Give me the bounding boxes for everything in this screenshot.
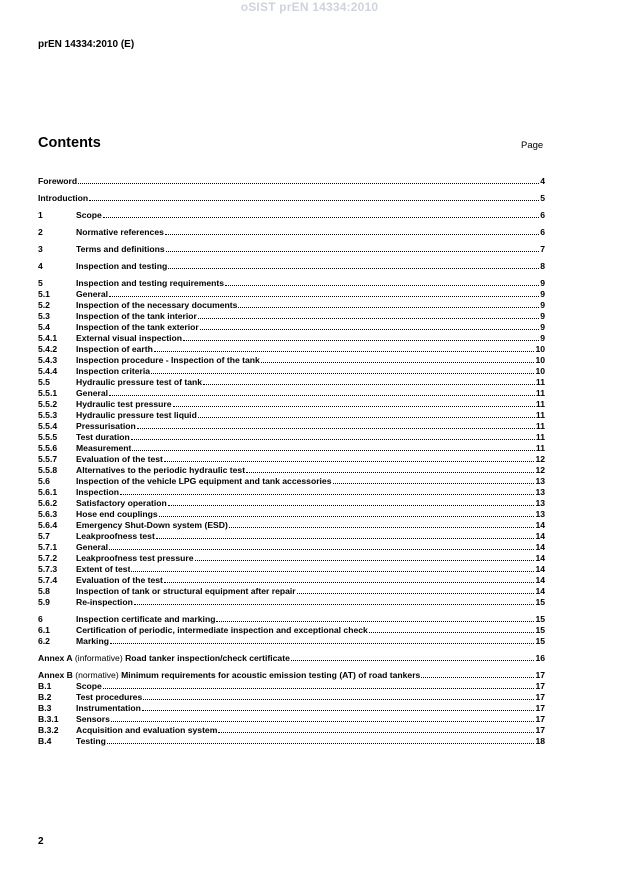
dot-leader xyxy=(421,677,534,678)
toc-entry-page: 11 xyxy=(535,377,545,387)
dot-leader xyxy=(132,450,535,451)
toc-entry-title: Inspection of the tank interior xyxy=(76,311,197,321)
toc-entry-number: 5.6.2 xyxy=(38,498,58,508)
toc-entry-page: 5 xyxy=(540,193,545,203)
toc-entry[interactable] xyxy=(38,714,545,725)
toc-entry[interactable] xyxy=(38,377,545,388)
toc-entry-page: 14 xyxy=(535,520,545,530)
toc-entry-page: 10 xyxy=(535,344,545,354)
toc-entry-title: Hydraulic pressure test liquid xyxy=(76,410,197,420)
toc-entry-number: 5.5.5 xyxy=(38,432,58,442)
dot-leader xyxy=(369,632,535,633)
toc-entry-number: B.3 xyxy=(38,703,52,713)
toc-entry-page: 15 xyxy=(535,625,545,635)
dot-leader xyxy=(291,660,535,661)
toc-entry[interactable] xyxy=(38,625,545,636)
toc-entry-title: Inspection of the vehicle LPG equipment and tank accessories xyxy=(76,476,332,486)
toc-entry-number: 5.4.1 xyxy=(38,333,58,343)
toc-entry-page: 7 xyxy=(540,244,545,254)
toc-entry-number: 5.5.8 xyxy=(38,465,58,475)
dot-leader xyxy=(203,384,535,385)
toc-entry-title: Inspection of the necessary documents xyxy=(76,300,238,310)
toc-entry-page: 11 xyxy=(535,421,545,431)
dot-leader xyxy=(107,743,535,744)
table-of-contents xyxy=(38,176,545,747)
toc-entry-page: 9 xyxy=(540,300,545,310)
toc-entry-title xyxy=(38,670,420,681)
toc-entry-number: 5.6.1 xyxy=(38,487,58,497)
toc-entry-number: B.3.1 xyxy=(38,714,59,724)
toc-entry[interactable] xyxy=(38,509,545,520)
dot-leader xyxy=(218,732,534,733)
toc-entry-title: Leakproofness test xyxy=(76,531,155,541)
dot-leader xyxy=(297,593,535,594)
toc-entry[interactable] xyxy=(38,333,545,344)
toc-entry-title: Inspection procedure - Inspection of the tank xyxy=(76,355,260,365)
toc-entry-page: 18 xyxy=(535,736,545,746)
toc-entry[interactable] xyxy=(38,322,545,333)
toc-entry-number: 5.1 xyxy=(38,289,50,299)
toc-entry-number: 4 xyxy=(38,261,43,271)
document-id: prEN 14334:2010 (E) xyxy=(38,39,135,50)
toc-entry-number: B.3.2 xyxy=(38,725,59,735)
toc-entry[interactable] xyxy=(38,443,545,454)
toc-entry-title: Alternatives to the periodic hydraulic test xyxy=(76,465,246,475)
toc-entry-number: 5.7.2 xyxy=(38,553,58,563)
toc-entry[interactable] xyxy=(38,421,545,432)
dot-leader xyxy=(143,699,534,700)
dot-leader xyxy=(198,318,539,319)
toc-entry-page: 10 xyxy=(535,366,545,376)
toc-entry[interactable] xyxy=(38,278,545,289)
toc-entry-title: Introduction xyxy=(38,193,89,203)
dot-leader xyxy=(131,439,535,440)
dot-leader xyxy=(137,428,535,429)
toc-entry-number: 5.3 xyxy=(38,311,50,321)
page-column-label: Page xyxy=(521,140,544,151)
toc-entry-title xyxy=(38,653,290,664)
toc-entry-number: 5.6.4 xyxy=(38,520,58,530)
dot-leader xyxy=(229,527,535,528)
toc-entry-number: 5.5.7 xyxy=(38,454,58,464)
toc-entry-page: 9 xyxy=(540,311,545,321)
toc-entry-page: 12 xyxy=(535,465,545,475)
toc-entry[interactable] xyxy=(38,300,545,311)
toc-entry-title: Testing xyxy=(76,736,106,746)
toc-entry-number: 5.4 xyxy=(38,322,50,332)
toc-entry-page: 14 xyxy=(535,553,545,563)
toc-entry[interactable] xyxy=(38,176,545,187)
toc-entry-title: Inspection and testing requirements xyxy=(76,278,225,288)
toc-entry[interactable] xyxy=(38,193,545,204)
toc-entry[interactable] xyxy=(38,575,545,586)
toc-entry-title: Inspection criteria xyxy=(76,366,151,376)
toc-entry-number: 5.6.3 xyxy=(38,509,58,519)
toc-entry[interactable] xyxy=(38,653,545,664)
toc-entry[interactable] xyxy=(38,227,545,238)
toc-entry-number: 5.5.6 xyxy=(38,443,58,453)
dot-leader xyxy=(78,183,539,184)
toc-entry-number: 5.2 xyxy=(38,300,50,310)
dot-leader xyxy=(333,483,535,484)
toc-entry[interactable] xyxy=(38,498,545,509)
toc-entry-number: 5.4.2 xyxy=(38,344,58,354)
toc-entry[interactable] xyxy=(38,410,545,421)
toc-entry-title: Extent of test xyxy=(76,564,131,574)
toc-entry-number: 2 xyxy=(38,227,43,237)
toc-entry[interactable] xyxy=(38,487,545,498)
toc-entry[interactable] xyxy=(38,399,545,410)
toc-entry[interactable] xyxy=(38,432,545,443)
toc-entry-page: 13 xyxy=(535,509,545,519)
dot-leader xyxy=(109,296,539,297)
toc-entry-title: Re-inspection xyxy=(76,597,133,607)
toc-entry-number: 5.7.4 xyxy=(38,575,58,585)
toc-entry[interactable] xyxy=(38,465,545,476)
toc-entry-title: Normative references xyxy=(76,227,164,237)
toc-entry-title: Test procedures xyxy=(76,692,143,702)
toc-entry[interactable] xyxy=(38,244,545,255)
toc-entry-title: General xyxy=(76,542,109,552)
toc-entry-title: Inspection of the tank exterior xyxy=(76,322,199,332)
dot-leader xyxy=(111,721,535,722)
dot-leader xyxy=(166,251,540,252)
toc-entry-page: 9 xyxy=(540,278,545,288)
toc-entry-title: Acquisition and evaluation system xyxy=(76,725,218,735)
toc-entry-number: 1 xyxy=(38,210,43,220)
toc-entry-page: 15 xyxy=(535,636,545,646)
dot-leader xyxy=(103,217,539,218)
toc-entry-number: B.2 xyxy=(38,692,52,702)
annex-type: (informative) xyxy=(72,653,126,663)
toc-entry-title: Leakproofness test pressure xyxy=(76,553,194,563)
toc-entry-number: 5.5.2 xyxy=(38,399,58,409)
toc-entry-page: 9 xyxy=(540,322,545,332)
toc-entry-number: 5.7.1 xyxy=(38,542,58,552)
dot-leader xyxy=(159,516,535,517)
toc-entry[interactable] xyxy=(38,454,545,465)
dot-leader xyxy=(110,643,534,644)
toc-entry-number: 5.5.1 xyxy=(38,388,58,398)
toc-entry-title: Inspection of tank or structural equipment after repair xyxy=(76,586,296,596)
toc-entry-title: Scope xyxy=(76,681,102,691)
dot-leader xyxy=(142,710,535,711)
toc-entry-title: Evaluation of the test xyxy=(76,575,163,585)
toc-entry[interactable] xyxy=(38,289,545,300)
toc-entry-number: 6.2 xyxy=(38,636,50,646)
toc-entry-page: 11 xyxy=(535,388,545,398)
toc-entry[interactable] xyxy=(38,261,545,272)
toc-entry-title: Test duration xyxy=(76,432,130,442)
toc-entry-number: B.1 xyxy=(38,681,52,691)
dot-leader xyxy=(151,373,534,374)
toc-entry[interactable] xyxy=(38,703,545,714)
toc-entry-page: 15 xyxy=(535,614,545,624)
toc-entry-page: 14 xyxy=(535,542,545,552)
toc-entry-title: Certification of periodic, intermediate inspection and exceptional check xyxy=(76,625,368,635)
toc-entry-page: 13 xyxy=(535,498,545,508)
toc-entry-number: 5.7.3 xyxy=(38,564,58,574)
toc-entry-page: 6 xyxy=(540,210,545,220)
toc-entry-page: 14 xyxy=(535,564,545,574)
dot-leader xyxy=(238,307,539,308)
toc-entry-title: Measurement xyxy=(76,443,132,453)
toc-entry-page: 11 xyxy=(535,410,545,420)
toc-entry-title: Inspection and testing xyxy=(76,261,168,271)
toc-entry-page: 4 xyxy=(540,176,545,186)
dot-leader xyxy=(173,406,535,407)
dot-leader xyxy=(200,329,539,330)
toc-entry[interactable] xyxy=(38,366,545,377)
dot-leader xyxy=(131,571,534,572)
annex-title: Minimum requirements for acoustic emission testing (AT) of road tankers xyxy=(121,670,421,680)
toc-entry-page: 14 xyxy=(535,531,545,541)
toc-entry-title: Marking xyxy=(76,636,109,646)
toc-entry-title: Scope xyxy=(76,210,102,220)
toc-entry-page: 17 xyxy=(535,714,545,724)
toc-entry[interactable] xyxy=(38,355,545,366)
toc-entry-number: 3 xyxy=(38,244,43,254)
toc-entry[interactable] xyxy=(38,725,545,736)
toc-entry[interactable] xyxy=(38,597,545,608)
toc-entry-number: 5 xyxy=(38,278,43,288)
dot-leader xyxy=(109,395,535,396)
dot-leader xyxy=(89,200,539,201)
toc-entry-page: 9 xyxy=(540,289,545,299)
toc-entry-title: Instrumentation xyxy=(76,703,141,713)
toc-entry-title: Foreword xyxy=(38,176,78,186)
dot-leader xyxy=(156,538,535,539)
dot-leader xyxy=(198,417,535,418)
toc-entry[interactable] xyxy=(38,636,545,647)
toc-entry-page: 10 xyxy=(535,355,545,365)
dot-leader xyxy=(134,604,535,605)
toc-entry[interactable] xyxy=(38,311,545,322)
toc-entry-title: General xyxy=(76,289,109,299)
toc-entry-page: 17 xyxy=(535,681,545,691)
toc-entry[interactable] xyxy=(38,614,545,625)
annex-label: Annex B xyxy=(38,670,73,680)
contents-title: Contents xyxy=(38,135,101,151)
toc-entry[interactable] xyxy=(38,531,545,542)
dot-leader xyxy=(165,234,539,235)
toc-entry-title: Terms and definitions xyxy=(76,244,165,254)
toc-entry-number: 5.6 xyxy=(38,476,50,486)
toc-entry[interactable] xyxy=(38,681,545,692)
dot-leader xyxy=(246,472,534,473)
toc-entry-page: 15 xyxy=(535,597,545,607)
toc-entry-title: Hydraulic test pressure xyxy=(76,399,172,409)
toc-entry-number: 6 xyxy=(38,614,43,624)
toc-entry[interactable] xyxy=(38,542,545,553)
toc-entry[interactable] xyxy=(38,564,545,575)
toc-entry-page: 17 xyxy=(535,725,545,735)
toc-entry-number: 5.4.4 xyxy=(38,366,58,376)
toc-entry-page: 14 xyxy=(535,586,545,596)
toc-entry-number: 5.4.3 xyxy=(38,355,58,365)
dot-leader xyxy=(109,549,534,550)
toc-entry-page: 11 xyxy=(535,399,545,409)
dot-leader xyxy=(164,582,535,583)
toc-entry-title: Sensors xyxy=(76,714,110,724)
annex-type: (normative) xyxy=(72,670,122,680)
dot-leader xyxy=(225,285,539,286)
toc-entry[interactable] xyxy=(38,670,545,681)
toc-entry-number: 5.5.3 xyxy=(38,410,58,420)
toc-entry-title: General xyxy=(76,388,109,398)
toc-entry[interactable] xyxy=(38,344,545,355)
toc-entry-page: 12 xyxy=(535,454,545,464)
toc-entry-page: 17 xyxy=(535,703,545,713)
toc-entry-page: 11 xyxy=(535,432,545,442)
toc-entry-title: Evaluation of the test xyxy=(76,454,163,464)
dot-leader xyxy=(103,688,535,689)
toc-entry-page: 8 xyxy=(540,261,545,271)
toc-entry-page: 11 xyxy=(535,443,545,453)
dot-leader xyxy=(216,621,534,622)
toc-entry-page: 6 xyxy=(540,227,545,237)
toc-entry-title: Pressurisation xyxy=(76,421,136,431)
toc-entry-number: 5.5 xyxy=(38,377,50,387)
toc-entry-page: 16 xyxy=(535,653,545,663)
toc-entry[interactable] xyxy=(38,736,545,747)
toc-entry-page: 9 xyxy=(540,333,545,343)
toc-entry[interactable] xyxy=(38,586,545,597)
toc-entry-page: 13 xyxy=(535,487,545,497)
toc-entry-title: Hydraulic pressure test of tank xyxy=(76,377,203,387)
dot-leader xyxy=(261,362,535,363)
dot-leader xyxy=(154,351,535,352)
dot-leader xyxy=(195,560,535,561)
dot-leader xyxy=(120,494,534,495)
toc-entry[interactable] xyxy=(38,553,545,564)
toc-entry-page: 17 xyxy=(535,692,545,702)
annex-title: Road tanker inspection/check certificate xyxy=(125,653,290,663)
toc-entry-title: External visual inspection xyxy=(76,333,183,343)
annex-label: Annex A xyxy=(38,653,73,663)
watermark: oSIST prEN 14334:2010 xyxy=(240,0,379,14)
page-number: 2 xyxy=(38,836,44,847)
toc-entry[interactable] xyxy=(38,388,545,399)
toc-entry-title: Inspection xyxy=(76,487,119,497)
toc-entry-page: 13 xyxy=(535,476,545,486)
toc-entry[interactable] xyxy=(38,520,545,531)
toc-entry-number: 5.7 xyxy=(38,531,50,541)
toc-entry[interactable] xyxy=(38,476,545,487)
toc-entry-title: Inspection certificate and marking xyxy=(76,614,216,624)
toc-entry-title: Inspection of earth xyxy=(76,344,153,354)
toc-entry-page: 14 xyxy=(535,575,545,585)
dot-leader xyxy=(168,268,539,269)
toc-entry[interactable] xyxy=(38,210,545,221)
toc-entry-page: 17 xyxy=(535,670,545,680)
toc-entry-number: 5.8 xyxy=(38,586,50,596)
toc-entry[interactable] xyxy=(38,692,545,703)
toc-entry-title: Hose end couplings xyxy=(76,509,158,519)
dot-leader xyxy=(183,340,539,341)
dot-leader xyxy=(168,505,535,506)
toc-entry-title: Satisfactory operation xyxy=(76,498,167,508)
toc-entry-number: 5.5.4 xyxy=(38,421,58,431)
dot-leader xyxy=(164,461,535,462)
toc-entry-number: B.4 xyxy=(38,736,52,746)
toc-entry-number: 5.9 xyxy=(38,597,50,607)
toc-entry-title: Emergency Shut-Down system (ESD) xyxy=(76,520,228,530)
toc-entry-number: 6.1 xyxy=(38,625,50,635)
